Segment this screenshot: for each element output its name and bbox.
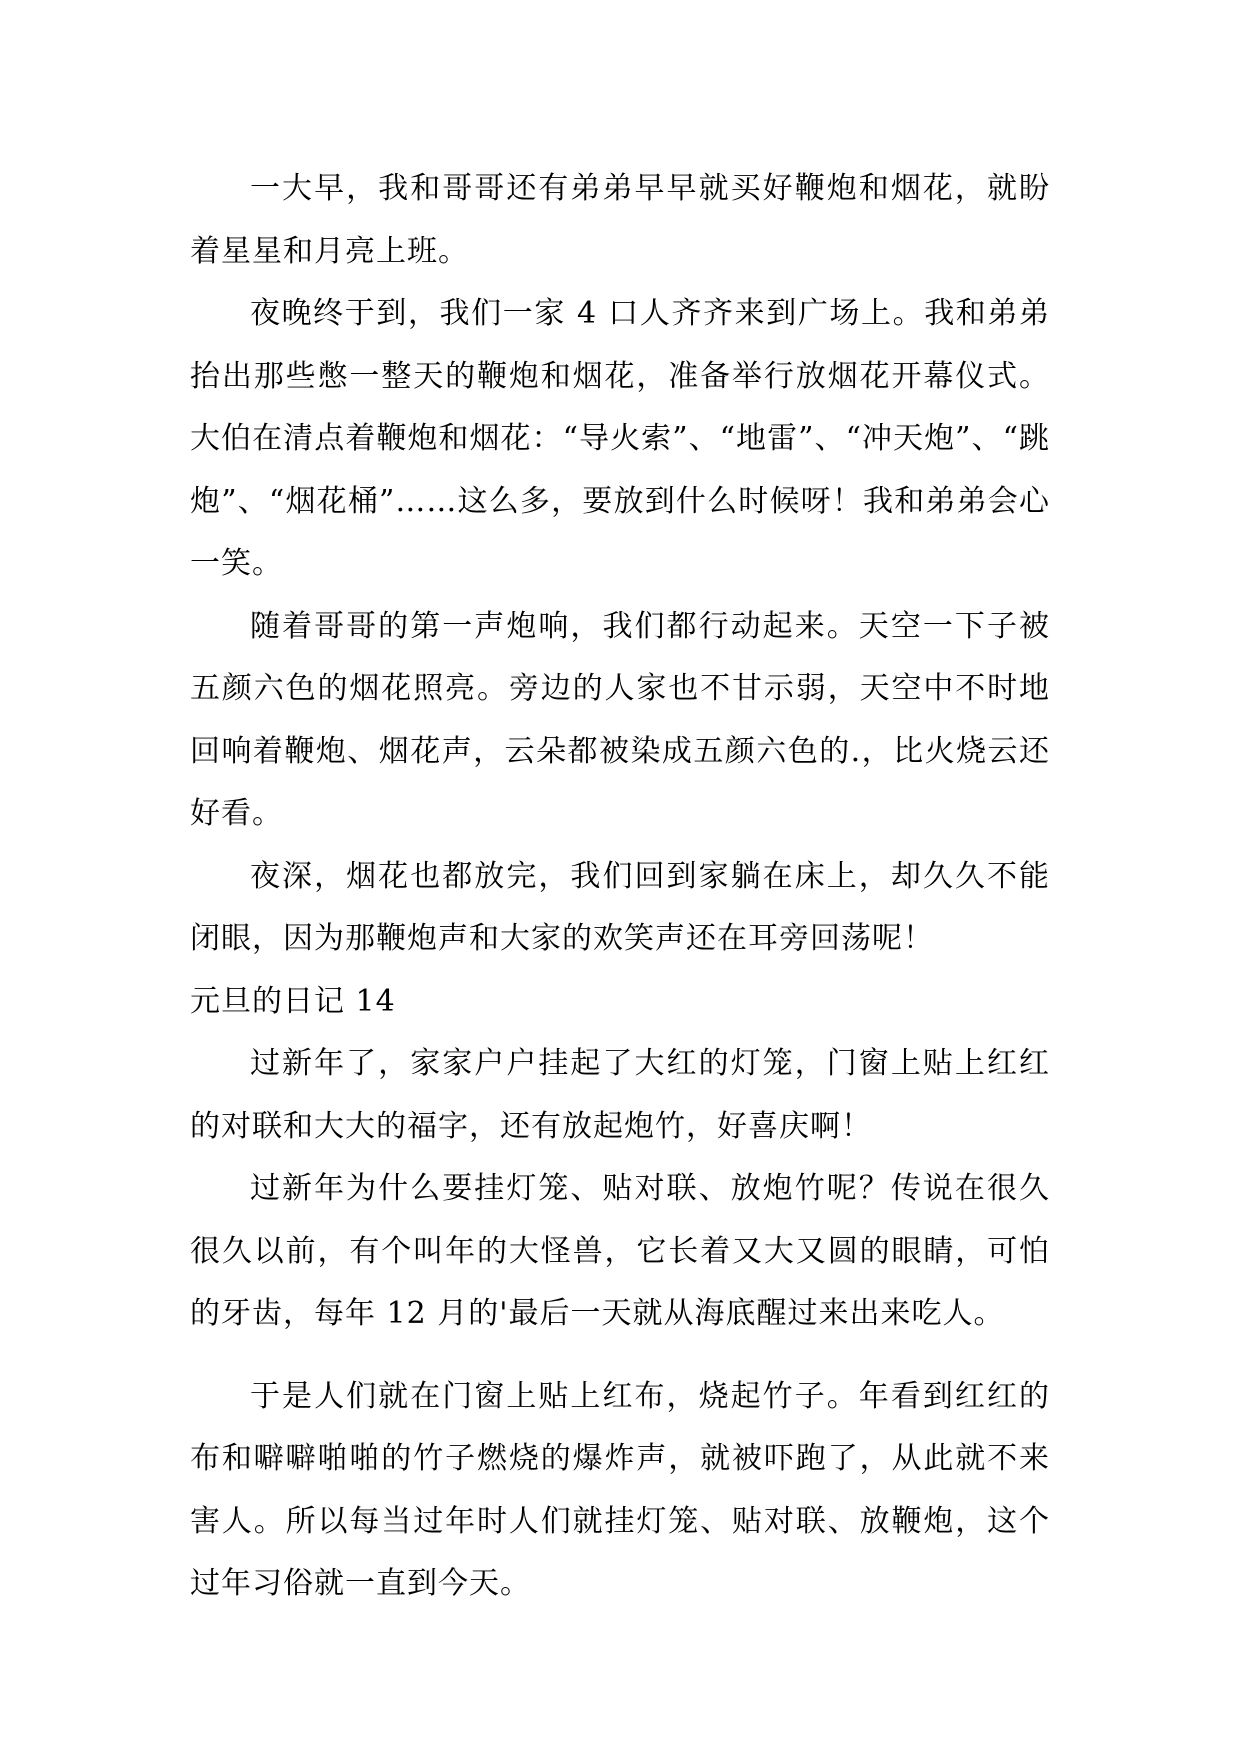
- paragraph: 于是人们就在门窗上贴上红布，烧起竹子。年看到红红的布和噼噼啪啪的竹子燃烧的爆炸声，就被吓跑了，从此就不来害人。所以每当过年时人们就挂灯笼、贴对联、放鞭炮，这个过年习俗就一直到今天。: [190, 1378, 1050, 1601]
- paragraph: 夜深，烟花也都放完，我们回到家躺在床上，却久久不能闭眼，因为那鞭炮声和大家的欢笑声还在耳旁回荡呢！: [190, 858, 1050, 956]
- paragraph: 过新年了，家家户户挂起了大红的灯笼，门窗上贴上红红的对联和大大的福字，还有放起炮竹，好喜庆啊！: [190, 1046, 1050, 1144]
- paragraph: 随着哥哥的第一声炮响，我们都行动起来。天空一下子被五颜六色的烟花照亮。旁边的人家也不甘示弱，天空中不时地回响着鞭炮、烟花声，云朵都被染成五颜六色的.，比火烧云还好看。: [190, 608, 1050, 831]
- paragraph: 夜晚终于到，我们一家 4 口人齐齐来到广场上。我和弟弟抬出那些憋一整天的鞭炮和烟花，准备举行放烟花开幕仪式。大伯在清点着鞭炮和烟花：“导火索”、“地雷”、“冲天炮”、“跳炮”、“烟花桶”……这么多，要放到什么时候呀！我和弟弟会心一笑。: [190, 296, 1050, 581]
- document-page: [190, 158, 1050, 1616]
- paragraph: 一大早，我和哥哥还有弟弟早早就买好鞭炮和烟花，就盼着星星和月亮上班。: [190, 171, 1050, 269]
- section-heading: 元旦的日记 14: [190, 983, 396, 1019]
- paragraph-spacer: [190, 1346, 1050, 1366]
- paragraph: 过新年为什么要挂灯笼、贴对联、放炮竹呢？传说在很久很久以前，有个叫年的大怪兽，它长着又大又圆的眼睛，可怕的牙齿，每年 12 月的'最后一天就从海底醒过来出来吃人。: [190, 1171, 1050, 1331]
